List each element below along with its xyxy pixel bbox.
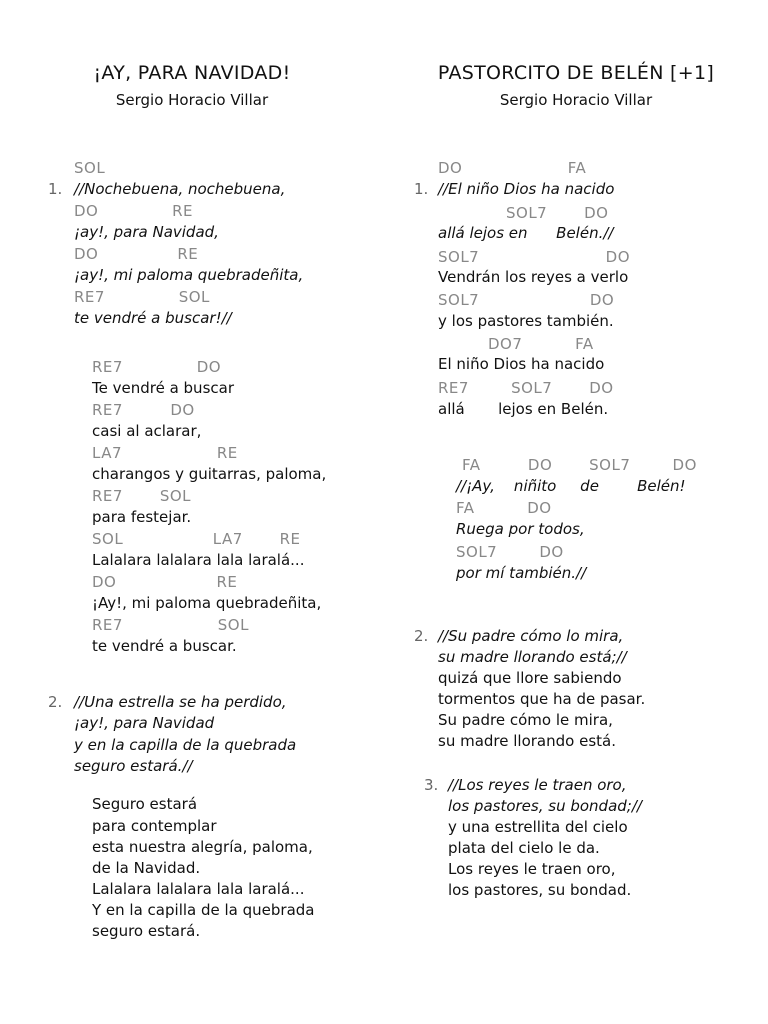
lyric-line: allá lejos en Belén.// [438, 224, 614, 242]
lyric-line: Vendrán los reyes a verlo [438, 268, 629, 286]
lyric-line: te vendré a buscar!// [74, 309, 232, 327]
lyric-line: tormentos que ha de pasar. [438, 690, 646, 708]
lyric-line: por mí también.// [456, 564, 587, 582]
lyric-line: su madre llorando está. [438, 732, 616, 750]
chord-line: LA7 RE [92, 444, 238, 462]
song-right [384, 0, 768, 1024]
chord-line: RE7 SOL [92, 487, 192, 505]
lyric-line: allá lejos en Belén. [438, 400, 609, 418]
lyric-line: Lalalara lalalara lala laralá... [92, 551, 305, 569]
verse-number: 2. [48, 693, 63, 711]
chord-line: SOL7 DO [438, 248, 631, 266]
chord-line: SOL LA7 RE [92, 530, 301, 548]
song-title: PASTORCITO DE BELÉN [+1] [437, 62, 715, 84]
song-author: Sergio Horacio Villar [499, 91, 653, 109]
lyric-line: y una estrellita del cielo [448, 818, 628, 836]
lyric-line: //Una estrella se ha perdido, [74, 693, 287, 711]
chord-line: DO RE [74, 245, 199, 263]
lyric-line: seguro estará.// [74, 757, 193, 775]
lyric-line: de la Navidad. [92, 859, 201, 877]
verse-number: 1. [414, 180, 429, 198]
lyric-line: Seguro estará [92, 795, 198, 813]
lyric-line: y los pastores también. [438, 312, 614, 330]
lyric-line: los pastores, su bondad. [448, 881, 632, 899]
chord-line: RE7 DO [92, 358, 222, 376]
chord-line: SOL [74, 159, 106, 177]
lyric-line: //El niño Dios ha nacido [438, 180, 615, 198]
verse-number: 3. [424, 776, 439, 794]
lyric-line: quizá que llore sabiendo [438, 669, 622, 687]
chord-line: RE7 SOL [74, 288, 210, 306]
lyric-line: ¡ay!, mi paloma quebradeñita, [74, 266, 304, 284]
song-title: ¡AY, PARA NAVIDAD! [93, 62, 291, 84]
chord-line: RE7 SOL [92, 616, 249, 634]
lyric-line: para contemplar [92, 817, 217, 835]
chord-line: FA DO SOL7 DO [462, 456, 697, 474]
lyric-line: //¡Ay, niñito de Belén! [456, 477, 686, 495]
lyric-line: para festejar. [92, 508, 192, 526]
song-author: Sergio Horacio Villar [115, 91, 269, 109]
lyric-line: esta nuestra alegría, paloma, [92, 838, 313, 856]
lyric-line: te vendré a buscar. [92, 637, 237, 655]
lyric-line: casi al aclarar, [92, 422, 202, 440]
lyric-line: Lalalara lalalara lala laralá... [92, 880, 305, 898]
lyric-line: seguro estará. [92, 922, 201, 940]
chord-line: DO FA [438, 159, 587, 177]
chord-line: DO RE [74, 202, 194, 220]
chord-line: SOL7 DO [438, 291, 615, 309]
lyric-line: Ruega por todos, [456, 520, 585, 538]
lyric-line: ¡ay!, para Navidad [74, 714, 215, 732]
lyric-line: los pastores, su bondad;// [448, 797, 642, 815]
chord-line: RE7 DO [92, 401, 195, 419]
lyric-line: Los reyes le traen oro, [448, 860, 616, 878]
lyric-line: ¡ay!, para Navidad, [74, 223, 219, 241]
lyric-line: su madre llorando está;// [438, 648, 627, 666]
chord-line: SOL7 DO [506, 204, 609, 222]
lyric-line: //Su padre cómo lo mira, [438, 627, 624, 645]
lyric-line: //Los reyes le traen oro, [448, 776, 627, 794]
lyric-line: ¡Ay!, mi paloma quebradeñita, [92, 594, 322, 612]
lyric-line: plata del cielo le da. [448, 839, 600, 857]
lyric-line: Su padre cómo le mira, [438, 711, 613, 729]
lyric-line: //Nochebuena, nochebuena, [74, 180, 286, 198]
verse-number: 1. [48, 180, 63, 198]
chord-line: RE7 SOL7 DO [438, 379, 614, 397]
chord-line: FA DO [456, 499, 552, 517]
lyric-line: Te vendré a buscar [92, 379, 234, 397]
chord-line: DO7 FA [488, 335, 594, 353]
lyric-line: charangos y guitarras, paloma, [92, 465, 327, 483]
verse-number: 2. [414, 627, 429, 645]
chord-line: SOL7 DO [456, 543, 564, 561]
chord-line: DO RE [92, 573, 238, 591]
lyric-line: y en la capilla de la quebrada [74, 736, 297, 754]
lyric-line: El niño Dios ha nacido [438, 355, 605, 373]
lyric-line: Y en la capilla de la quebrada [92, 901, 315, 919]
